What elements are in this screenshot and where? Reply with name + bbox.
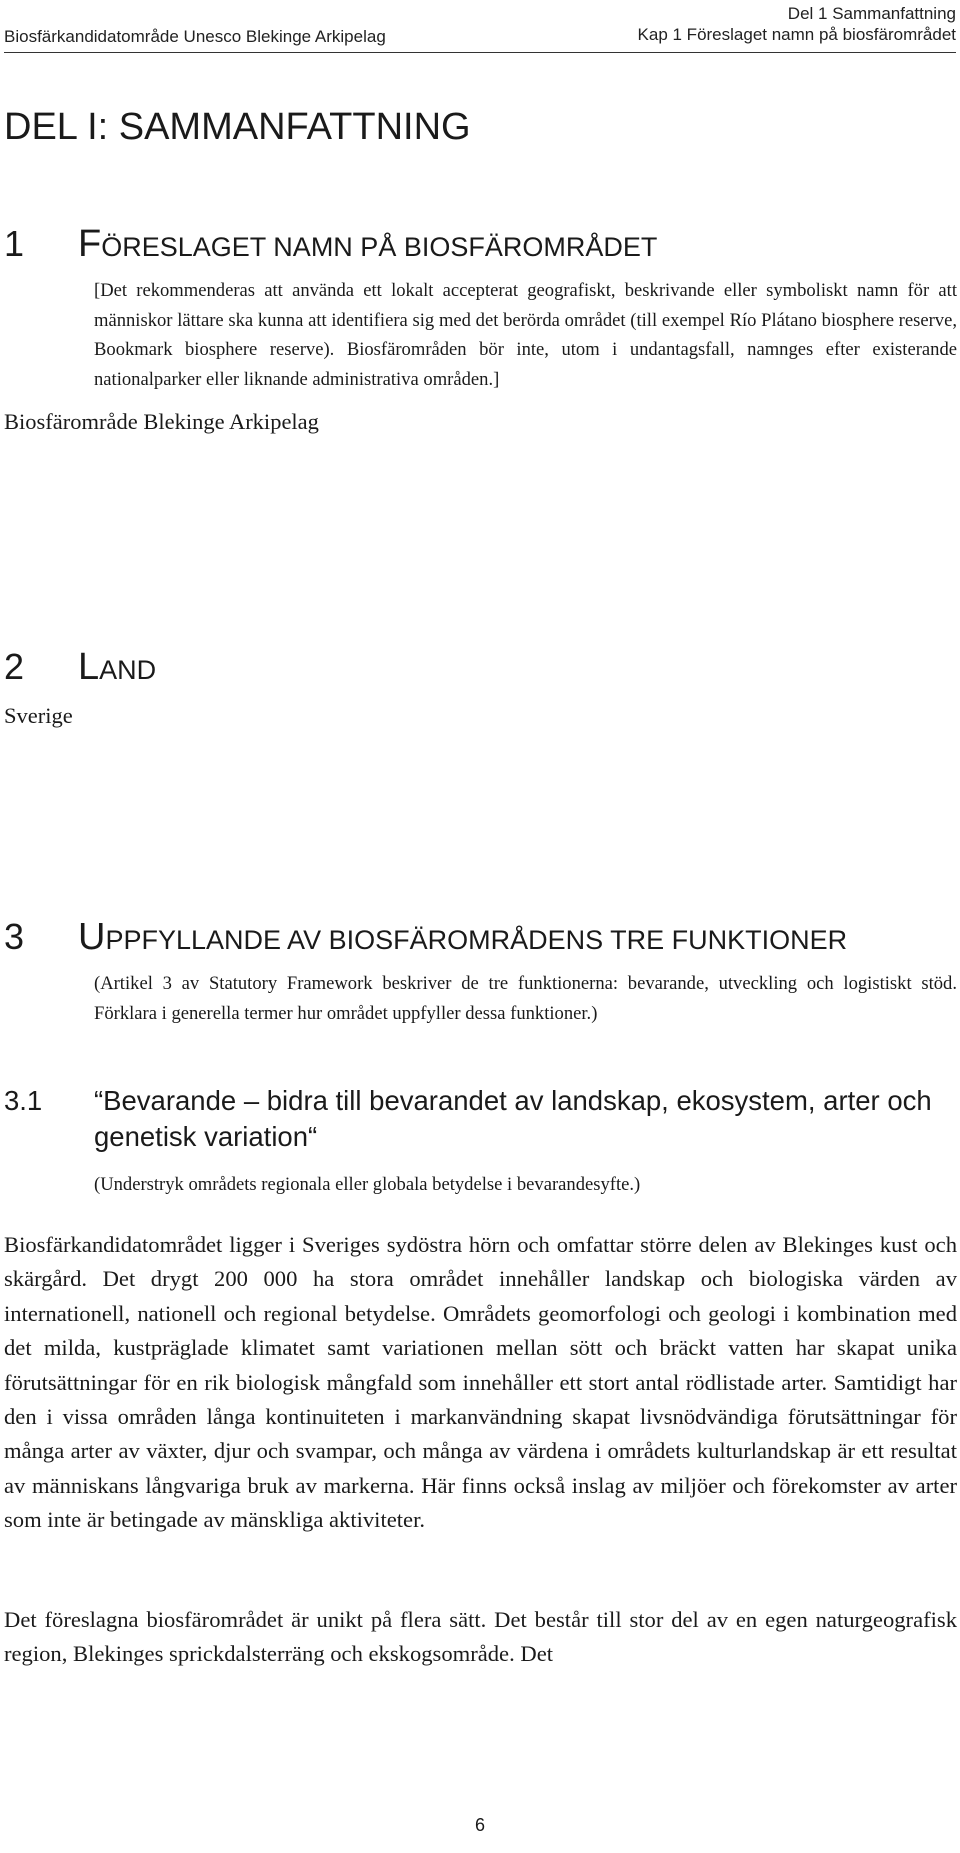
section-1-title: FÖRESLAGET NAMN PÅ BIOSFÄROMRÅDET (78, 223, 658, 265)
subsection-3-1-instruction: (Understryk områdets regionala eller globala betydelse i bevarandesyfte.) (94, 1174, 641, 1195)
page-number: 6 (474, 1815, 485, 1835)
running-header-left: Biosfärkandidatområde Unesco Blekinge Arkipelag (4, 27, 386, 46)
running-header-chapter: Kap 1 Föreslaget namn på biosfärområdet (637, 25, 956, 44)
running-header-part: Del 1 Sammanfattning (787, 4, 956, 23)
section-3-instruction: (Artikel 3 av Statutory Framework beskriver de tre funktionerna: bevarande, utveckling och logistiskt stöd. Förklara i generella termer hur området uppfyller dessa funktioner.) (94, 973, 957, 1024)
part-title: DEL I: SAMMANFATTNING (4, 106, 471, 148)
subsection-3-1-title: “Bevarande – bidra till bevarandet av landskap, ekosystem, arter och genetisk variation“ (94, 1085, 932, 1152)
section-1-heading (4, 222, 657, 269)
header-rule (4, 52, 956, 53)
body-paragraph: Biosfärkandidatområdet ligger i Sveriges sydöstra hörn och omfattar större delen av Blekinges kust och skärgård. Det drygt 200 000 ha stora området innehåller landskap och biologiska värden av internationell, nationell och regional betydelse. Områdets geomorfologi och geologi i kombination med det milda, kustpräglade klimatet samt variationen mellan sött och bräckt vatten har skapat unika förutsättningar för en rik biologisk mångfald som innehåller ett stort antal rödlistade arter. Samtidigt har den i vissa områden långa kontinuiteten i markanvändning skapat livsnödvändiga förutsättningar för många arter av växter, djur och svampar, och många av värdena i områdets kulturlandskap är ett resultat av människans långvariga bruk av markerna. Här finns också inslag av miljöer och förekomster av arter som inte är betingade av mänskliga aktiviteter. (4, 1232, 957, 1533)
section-2-title: LAND (78, 646, 157, 688)
body-paragraph: Det föreslagna biosfärområdet är unikt på flera sätt. Det består till stor del av en egen naturgeografisk region, Blekinges sprickdalsterräng och ekskogsområde. Det (4, 1607, 957, 1667)
section-2-number: 2 (4, 646, 25, 687)
section-2-heading (4, 645, 156, 692)
section-3-title: UPPFYLLANDE AV BIOSFÄROMRÅDENS TRE FUNKTIONER (78, 916, 848, 958)
section-3-number: 3 (4, 916, 25, 957)
section-2-answer: Sverige (4, 703, 73, 728)
running-header-right (638, 3, 956, 45)
section-1-answer: Biosfärområde Blekinge Arkipelag (4, 409, 319, 434)
section-1-number: 1 (4, 223, 25, 264)
section-1-instruction: [Det rekommenderas att använda ett lokalt accepterat geografiskt, beskrivande eller symboliskt namn för att människor lättare ska kunna att identifiera sig med det berörda området (till exempel Río Plátano biosphere reserve, Bookmark biosphere reserve). Biosfärområden bör inte, utom i undantagsfall, namnges efter existerande nationalparker eller liknande administrativa områden.] (94, 280, 957, 390)
section-3-heading (4, 915, 847, 962)
subsection-3-1-number: 3.1 (4, 1085, 43, 1116)
